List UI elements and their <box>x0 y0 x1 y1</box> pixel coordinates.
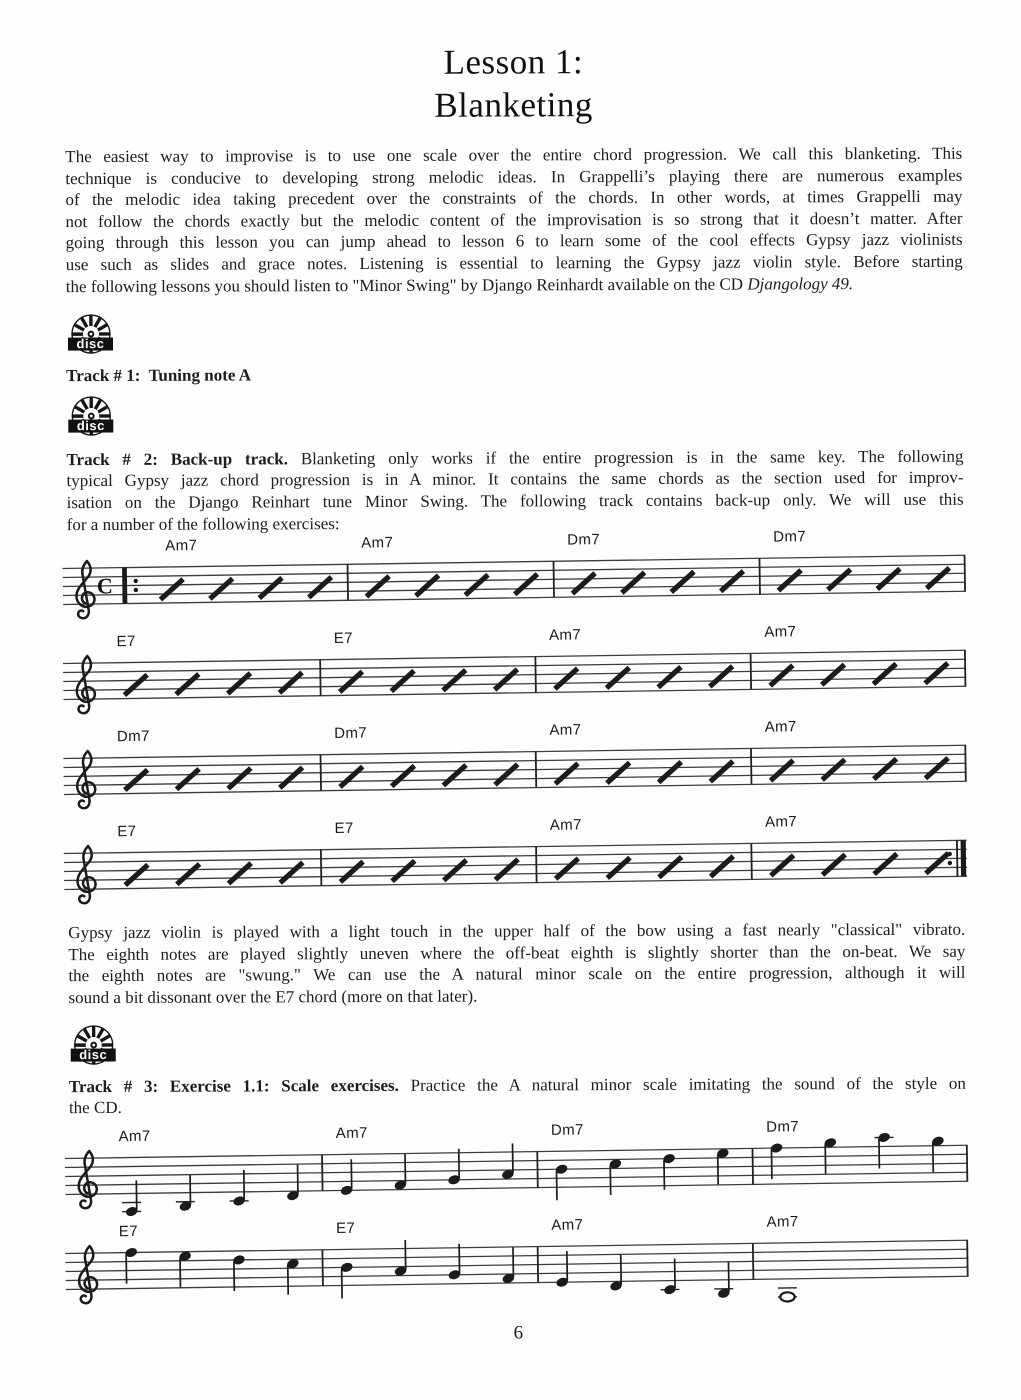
rhythm-slash <box>877 569 900 589</box>
chord-symbol: E7 <box>333 629 354 648</box>
exercise-line-1 <box>64 1115 970 1223</box>
chord-symbol: Dm7 <box>550 1121 584 1139</box>
repeat-dot <box>948 861 952 865</box>
barline <box>750 749 752 785</box>
note-D5 <box>232 1254 246 1291</box>
text-line: isation on the Django Reinhart tune Minor Swing. The following track contains back-up only. We will use this <box>66 489 964 513</box>
chord-symbol: E7 <box>117 823 137 841</box>
note-C4 <box>660 1258 680 1295</box>
whole-notehead <box>780 1292 795 1301</box>
rhythm-slash <box>280 863 303 883</box>
intro-paragraph <box>65 143 963 298</box>
rhythm-slash <box>607 763 630 783</box>
rhythm-slash <box>572 573 595 593</box>
rhythm-slash <box>465 575 488 595</box>
chord-symbol: Am7 <box>549 816 582 834</box>
rhythm-slash <box>210 579 233 599</box>
chord-symbol: Am7 <box>549 721 582 739</box>
barline <box>537 1246 539 1282</box>
rhythm-slash <box>124 675 147 695</box>
staff-system-1 <box>63 528 964 633</box>
backing-line-3 <box>63 715 969 823</box>
rhythm-slash <box>720 571 743 591</box>
note-E5 <box>178 1250 192 1287</box>
barline <box>535 752 537 788</box>
text-line: Track # 1: Tuning note A <box>66 365 252 386</box>
page-number: 6 <box>513 1322 524 1344</box>
rhythm-slash <box>340 767 363 787</box>
barline <box>319 660 321 696</box>
rhythm-slash <box>443 860 466 880</box>
chord-symbol: Am7 <box>335 1124 368 1142</box>
rhythm-slash <box>771 855 794 875</box>
note-D5 <box>662 1152 676 1189</box>
rhythm-slash <box>495 859 518 879</box>
text-line: sound a bit dissonant over the E7 chord (more on that later). <box>68 986 478 1008</box>
cd-disc-icon-graphic <box>66 396 116 442</box>
disc-icon-label: disc <box>76 417 105 433</box>
barline <box>534 657 536 693</box>
track-2-paragraph <box>66 445 963 535</box>
note-G5 <box>931 1135 945 1172</box>
disc-icon-label: disc <box>79 1046 108 1062</box>
staff-system-6 <box>65 1212 966 1317</box>
final-barline <box>964 745 966 781</box>
staff-system-4 <box>64 813 965 918</box>
barline <box>535 847 537 883</box>
chord-symbol: Dm7 <box>766 1117 800 1136</box>
rhythm-slash <box>340 862 363 882</box>
note-E4 <box>555 1251 569 1288</box>
staff-system-2 <box>63 623 964 728</box>
rhythm-slash <box>494 669 517 689</box>
repeat-dot <box>134 579 138 583</box>
backing-line-4 <box>63 810 969 918</box>
rhythm-slash <box>874 854 897 874</box>
rhythm-slash <box>710 856 733 876</box>
chord-symbol: Am7 <box>764 813 798 831</box>
text-line: not follow the chords exactly but the melodic content of the improvisation is so strong that it doesn’t matter. After <box>65 208 963 231</box>
text-line: the eighth notes are "swung." We can use the A natural minor scale on the entire progression, although it will <box>68 963 966 986</box>
chord-symbol: Am7 <box>764 623 797 641</box>
text-line: The eighth notes are played slightly uneven where the off-beat eighth is slightly shorter than the on-beat. We say <box>68 941 966 964</box>
text-line: Track # 3: Exercise 1.1: Scale exercises. Practice the A natural minor scale imitating the sound of the style on <box>68 1073 966 1096</box>
note-C5 <box>608 1158 622 1195</box>
rhythm-slash <box>770 760 793 780</box>
note-A5 <box>874 1131 894 1168</box>
rhythm-slash <box>443 765 466 785</box>
cd-disc-icon-graphic <box>69 1024 119 1070</box>
chord-symbol: Am7 <box>165 537 198 555</box>
chord-symbol: Am7 <box>766 1212 799 1231</box>
rhythm-slash <box>125 770 148 790</box>
barline <box>320 850 322 886</box>
cd-disc-icon <box>66 392 963 441</box>
rhythm-slash <box>659 857 682 877</box>
rhythm-slash <box>308 577 331 597</box>
note-C5 <box>286 1257 300 1294</box>
rhythm-slash <box>658 667 681 687</box>
chord-symbol: E7 <box>118 1222 139 1240</box>
exercise-line-2 <box>65 1210 971 1318</box>
text-line: the CD. <box>68 1098 122 1118</box>
chord-symbol: Dm7 <box>773 528 807 546</box>
rhythm-slash <box>770 665 793 685</box>
staff-system-3 <box>63 718 964 823</box>
rhythm-slash <box>710 761 733 781</box>
rhythm-slash <box>495 764 518 784</box>
barline <box>347 564 349 600</box>
rhythm-slash <box>873 664 896 684</box>
text-line: use such as slides and grace notes. Listening is essential to learning the Gypsy jazz violin style. Before starting <box>65 251 963 275</box>
rhythm-slash <box>279 673 302 693</box>
rhythm-slash <box>176 769 199 789</box>
text-line: of the melodic idea taking precedent over the constraints of the chords. In other words, at times Grappelli may <box>65 186 963 210</box>
text-line: for a number of the following exercises: <box>66 513 340 534</box>
rhythm-slash <box>339 672 362 692</box>
rhythm-slash <box>925 758 948 778</box>
rhythm-slash <box>391 766 414 786</box>
rhythm-slash <box>926 853 949 873</box>
cd-disc-icon <box>66 311 963 360</box>
barline <box>750 654 752 690</box>
lesson-title-line1: Lesson 1: <box>443 42 584 82</box>
note-F5 <box>770 1142 784 1179</box>
note-A3 <box>778 1287 797 1301</box>
rhythm-slash <box>176 674 199 694</box>
rhythm-slash <box>710 666 733 686</box>
text-line: typical Gypsy jazz chord progression is in A minor. It contains the same chords as the section used for improv- <box>66 468 964 491</box>
rhythm-slash <box>416 576 439 596</box>
chord-symbol: Dm7 <box>567 531 601 549</box>
repeat-dot <box>134 588 138 592</box>
rhythm-slash <box>606 668 629 688</box>
rhythm-slash <box>227 673 250 693</box>
barline <box>321 1249 323 1285</box>
repeat-start-bar <box>122 568 127 604</box>
backing-line-2 <box>62 620 968 728</box>
rhythm-slash <box>622 573 645 593</box>
rhythm-slash <box>925 663 948 683</box>
chord-symbol: Dm7 <box>116 727 150 746</box>
rhythm-slash <box>822 855 845 875</box>
rhythm-slash <box>391 671 414 691</box>
rhythm-slash <box>671 572 694 592</box>
text-line: Gypsy jazz violin is played with a light touch in the upper half of the bow using a fast nearly "classical" vibrato. <box>68 919 966 943</box>
cd-disc-icon-graphic <box>66 314 116 360</box>
rhythm-slash <box>259 578 282 598</box>
rhythm-slash <box>555 859 578 879</box>
note-G5 <box>823 1136 837 1173</box>
barline <box>320 755 322 791</box>
barline <box>759 558 761 594</box>
chord-symbol: Am7 <box>764 718 797 736</box>
rhythm-slash <box>443 670 466 690</box>
rhythm-slash <box>874 759 897 779</box>
barline <box>321 1154 323 1190</box>
rhythm-slash <box>926 568 949 588</box>
rhythm-slash <box>821 665 844 685</box>
note-G4 <box>447 1148 461 1185</box>
text-line: going through this lesson you can jump ahead to lesson 6 to learn some of the cool effects Gypsy jazz violinists <box>65 230 963 253</box>
note-B4 <box>555 1163 569 1200</box>
text-line: the following lessons you should listen to "Minor Swing" by Django Reinhardt available on the CD Djangology 49. <box>65 273 854 296</box>
rhythm-slash <box>658 762 681 782</box>
cd-disc-icon <box>69 1021 966 1070</box>
rhythm-slash <box>514 574 537 594</box>
backing-line-1 <box>62 525 968 633</box>
rhythm-slash <box>778 570 801 590</box>
rhythm-slash <box>160 579 183 599</box>
track-3-paragraph <box>69 1072 966 1119</box>
track-1-heading <box>66 362 963 387</box>
staff-system-5 <box>65 1117 966 1222</box>
chord-symbol: E7 <box>335 1219 356 1237</box>
rhythm-slash <box>125 865 148 885</box>
barline <box>750 844 752 880</box>
rhythm-slash <box>392 861 415 881</box>
chord-symbol: Am7 <box>548 626 582 644</box>
note-C4 <box>229 1169 249 1206</box>
barline <box>553 561 555 597</box>
rhythm-slash <box>822 760 845 780</box>
disc-icon-label: disc <box>76 336 105 352</box>
repeat-end-thick-bar <box>961 840 967 876</box>
chord-symbol: Am7 <box>551 1216 584 1234</box>
rhythm-slash <box>366 576 389 596</box>
chord-symbol: E7 <box>334 819 354 838</box>
text-line: The easiest way to improvise is to use one scale over the entire chord progression. We call this blanketing. This <box>65 143 963 167</box>
rhythm-slash <box>228 863 251 883</box>
technique-paragraph <box>68 919 965 1009</box>
barline <box>536 1151 538 1187</box>
text-line: Track # 2: Back-up track. Blanketing only works if the entire progression is in the same key. The following <box>66 446 964 469</box>
rhythm-slash <box>555 764 578 784</box>
final-barline <box>964 555 966 591</box>
rhythm-slash <box>828 570 851 590</box>
rhythm-slash <box>177 864 200 884</box>
rhythm-slash <box>555 669 578 689</box>
note-G4 <box>447 1243 461 1280</box>
rhythm-slash <box>228 768 251 788</box>
barline <box>752 1148 754 1184</box>
note-B4 <box>340 1261 354 1298</box>
chord-symbol: Am7 <box>118 1127 151 1145</box>
text-line: technique is conducive to developing strong melodic ideas. In Grappelli’s playing there are numerous examples <box>65 165 963 188</box>
lesson-title-line2: Blanketing <box>434 85 593 125</box>
chord-symbol: Dm7 <box>334 724 368 743</box>
lesson-title <box>65 39 962 128</box>
chord-symbol: Am7 <box>361 534 394 552</box>
final-barline <box>964 650 966 686</box>
rhythm-slash <box>279 768 302 788</box>
note-E5 <box>716 1147 730 1184</box>
note-A3 <box>122 1180 142 1217</box>
barline <box>752 1243 754 1279</box>
note-F5 <box>124 1246 138 1283</box>
rhythm-slash <box>607 858 630 878</box>
repeat-end-thin-bar <box>956 841 958 877</box>
time-signature: C <box>96 573 113 599</box>
final-barline <box>966 1145 968 1181</box>
note-E4 <box>339 1159 353 1196</box>
chord-symbol: E7 <box>116 633 136 651</box>
final-barline <box>966 1240 968 1276</box>
